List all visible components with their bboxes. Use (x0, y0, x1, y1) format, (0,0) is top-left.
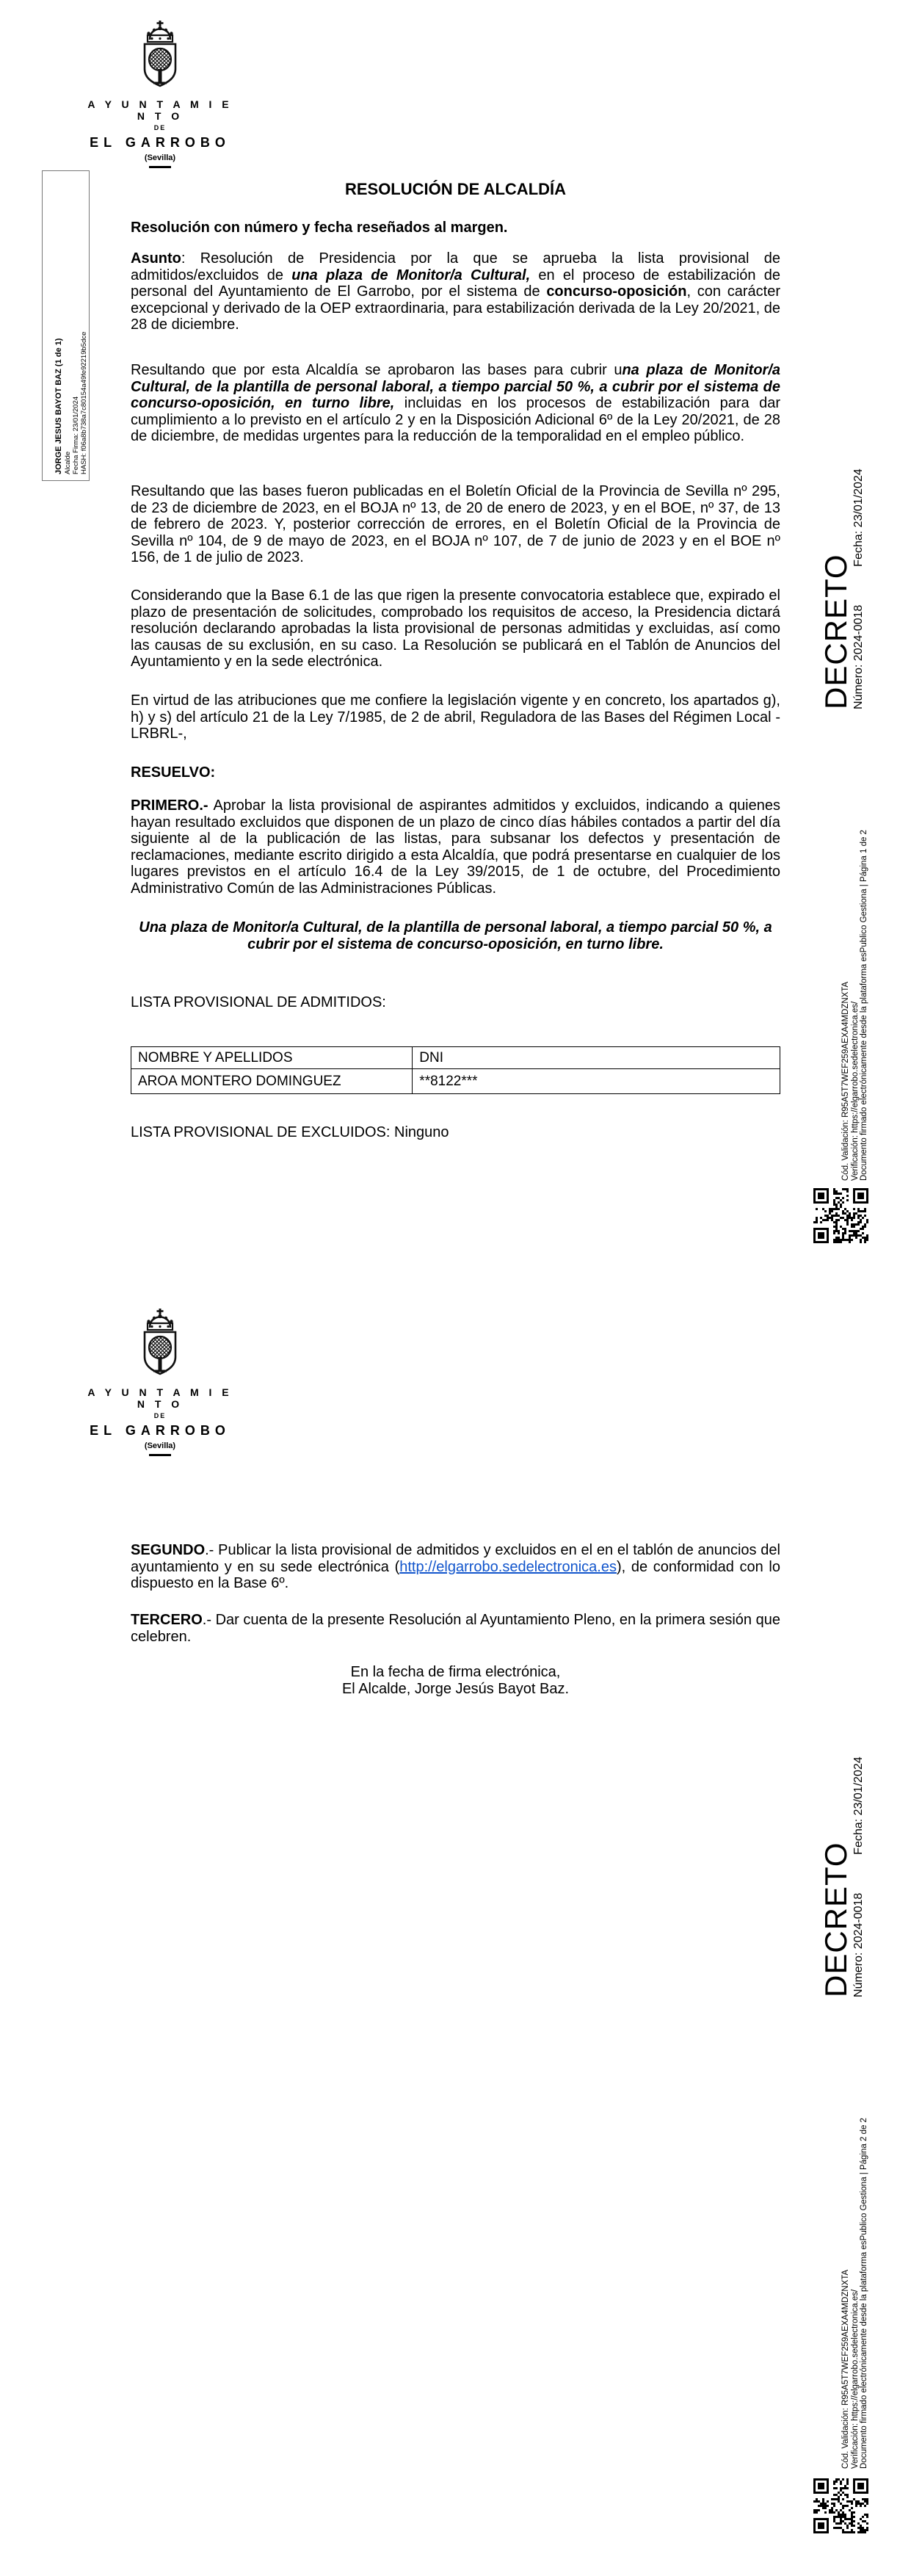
validation-footer (841, 771, 869, 1181)
table-row (131, 1069, 780, 1094)
paragraph-resultando-1 (131, 362, 780, 445)
coat-of-arms-icon (139, 21, 181, 94)
municipal-logo (81, 21, 239, 168)
logo-underline (149, 166, 171, 168)
decreto-word: DECRETO (819, 554, 853, 709)
paragraph-tercero (131, 1612, 780, 1645)
sede-electronica-link[interactable]: http://elgarrobo.sedelectronica.es (399, 1558, 617, 1575)
text-run: , con carácter excepcional y derivado de la OEP extraordinaria, para estabilización derivada de la Ley 20/2021, de 28 de diciembre. (131, 283, 780, 333)
logo-underline (149, 1454, 171, 1456)
decreto-number-date (852, 1744, 865, 1997)
paragraph-asunto (131, 250, 780, 333)
decreto-number: Número: 2024-0018 (852, 604, 865, 709)
signed-platform-note: Documento firmado electrónicamente desde la plataforma esPublico Gestiona | Página 1 de 2 (860, 830, 868, 1181)
decreto-word: DECRETO (819, 1842, 853, 1997)
logo-de: DE (153, 1412, 167, 1419)
document-title: RESOLUCIÓN DE ALCALDÍA (344, 180, 567, 198)
logo-town-name: EL GARROBO (90, 135, 231, 150)
text-run: Resultando que por esta Alcaldía se aprobaron las bases para cubrir u (131, 362, 623, 378)
text-run: .- Dar cuenta de la presente Resolución al Ayuntamiento Pleno, en la primera sesión que celebren. (131, 1612, 780, 1645)
paragraph-virtud (131, 692, 780, 742)
qr-code (813, 1188, 868, 1243)
table-header-dni: DNI (413, 1047, 780, 1069)
resuelvo-heading: RESUELVO: (131, 764, 216, 781)
signer-role: Alcalde (64, 451, 72, 474)
validation-footer (841, 2059, 869, 2469)
table-header-name: NOMBRE Y APELLIDOS (131, 1047, 413, 1069)
text-run: PRIMERO.- (131, 797, 208, 814)
text-run: .- Publicar la lista provisional de admitidos y excluidos en el en el tablón de anuncios del ayuntamiento y en su sede electrónica ( (131, 1542, 780, 1575)
page-2 (0, 1288, 911, 2576)
paragraph-considerando (131, 587, 780, 670)
decreto-number-date (852, 456, 865, 709)
plaza-summary-line: Una plaza de Monitor/a Cultural, de la plantilla de personal laboral, a tiempo parcial 50 %, a cubrir por el sistema de concurso-oposición, en turno libre. (139, 919, 772, 952)
logo-municipality: A Y U N T A M I E N T O (87, 1386, 233, 1410)
text-run: una plaza de Monitor/a Cultural, (291, 267, 531, 283)
paragraph-segundo (131, 1542, 780, 1592)
qr-code (813, 2478, 868, 2533)
text-run: Resultando que las bases fueron publicadas en el Boletín Oficial de la Provincia de Sevilla nº 295, de 23 de diciembre de 2023, en el BOJA nº 13, de 20 de enero de 2023, y en el BOE, nº 37, de 13 de febrero de 2023. Y, posterior corrección de errores, en el Boletín Oficial de la Provincia de Sevilla nº 104, de 9 de mayo de 2023, en el BOJA nº 107, de 7 de junio de 2023 y en el BOE nº 156, de 1 de julio de 2023. (131, 483, 780, 565)
closing-line-1: En la fecha de firma electrónica, (350, 1664, 561, 1680)
decreto-stamp (821, 1744, 866, 1997)
admitted-table (131, 1046, 780, 1094)
signer-name: JORGE JESUS BAYOT BAZ (1 de 1) (54, 338, 63, 474)
logo-province: (Sevilla) (144, 1441, 176, 1450)
text-run: Aprobar la lista provisional de aspirantes admitidos y excluidos, indicando a quienes hayan resultado excluidos que disponen de un plazo de cinco días hábiles contados a partir del día siguiente al de la publicación de las listas, para subsanar los defectos y presentación de reclamaciones, mediante escrito dirigido a esta Alcaldía, que podrá presentarse en cualquier de los lugares previstos en el artículo 16.4 de la Ley 39/2015, de 1 de octubre, del Procedimiento Administrativo Común de las Administraciones Públicas. (131, 797, 780, 897)
coat-of-arms-icon (139, 1309, 181, 1382)
text-run: TERCERO (131, 1612, 203, 1628)
text-run: incluidas en los procesos de estabilización para dar cumplimiento a lo previsto en el artículo 2 y en la Disposición Adicional 6º de la Ley 20/2021, de 28 de diciembre, de medidas urgentes para la reducción de la temporalidad en el empleo público. (131, 395, 781, 444)
margin-note: Resolución con número y fecha reseñados al margen. (131, 220, 508, 236)
text-run: Asunto (131, 250, 181, 267)
text-run: : Resolución de Presidencia por la que se aprueba la lista provisional de admitidos/excluidos de (131, 250, 780, 283)
municipal-logo (81, 1309, 239, 1456)
table-cell-name: AROA MONTERO DOMINGUEZ (131, 1069, 413, 1094)
table-header-row (131, 1047, 780, 1069)
signature-date: Fecha Firma: 23/01/2024 (72, 396, 80, 474)
decreto-number: Número: 2024-0018 (852, 1892, 865, 1997)
logo-town-name: EL GARROBO (90, 1423, 231, 1438)
verification-url: Verificación: https://elgarrobo.sedelectronica.es/ (850, 1001, 860, 1181)
text-run: Considerando que la Base 6.1 de las que rigen la presente convocatoria establece que, expirado el plazo de presentación de solicitudes, comprobado los requisitos de acceso, la Presidencia dictará resolución declarando aprobadas la lista provisional de personas admitidas y excluidas, así como las causas de su exclusión, en su caso. La Resolución se publicará en el Tablón de Anuncios del Ayuntamiento y en la sede electrónica. (131, 587, 780, 670)
closing-signature (131, 1664, 780, 1697)
verification-url: Verificación: https://elgarrobo.sedelectronica.es/ (850, 2289, 860, 2469)
text-run: SEGUNDO (131, 1542, 206, 1558)
excluded-list-line: LISTA PROVISIONAL DE EXCLUIDOS: Ninguno (131, 1124, 449, 1140)
signed-platform-note: Documento firmado electrónicamente desde la plataforma esPublico Gestiona | Página 2 de 2 (860, 2118, 868, 2469)
table-cell-dni: **8122*** (413, 1069, 780, 1094)
paragraph-resultando-2 (131, 483, 780, 566)
text-run: concurso-oposición (546, 283, 687, 300)
validation-code: Cód. Validación: R95A5T7WEF259AEXA4MDZNXTA (841, 981, 850, 1181)
text-run: ), de conformidad con lo dispuesto en la Base 6º. (131, 1558, 780, 1591)
admitted-list-heading: LISTA PROVISIONAL DE ADMITIDOS: (131, 994, 386, 1010)
paragraph-primero (131, 797, 780, 897)
logo-municipality: A Y U N T A M I E N T O (87, 98, 233, 122)
validation-code: Cód. Validación: R95A5T7WEF259AEXA4MDZNXTA (841, 2269, 850, 2469)
text-run: en el proceso de estabilización de personal del Ayuntamiento de El Garrobo, por el sistema de (131, 267, 781, 300)
text-run: En virtud de las atribuciones que me confiere la legislación vigente y en concreto, los apartados g), h) y s) del artículo 21 de la Ley 7/1985, de 2 de abril, Reguladora de las Bases del Régimen Local -LRBRL-, (131, 692, 780, 742)
decreto-date: Fecha: 23/01/2024 (852, 1756, 865, 1855)
logo-province: (Sevilla) (144, 153, 176, 162)
text-run: na plaza de Monitor/a Cultural, de la plantilla de personal laboral, a tiempo parcial 50 %, a cubrir por el sistema de concurso-oposición, en turno libre, (131, 362, 780, 411)
closing-line-2: El Alcalde, Jorge Jesús Bayot Baz. (341, 1680, 570, 1697)
decreto-stamp (821, 456, 866, 709)
signature-hash: HASH: f06a8b738a7c80154a49fe92219b5dce (80, 331, 88, 474)
logo-de: DE (153, 124, 167, 131)
margin-signature-text (54, 177, 88, 474)
decreto-date: Fecha: 23/01/2024 (852, 468, 865, 567)
